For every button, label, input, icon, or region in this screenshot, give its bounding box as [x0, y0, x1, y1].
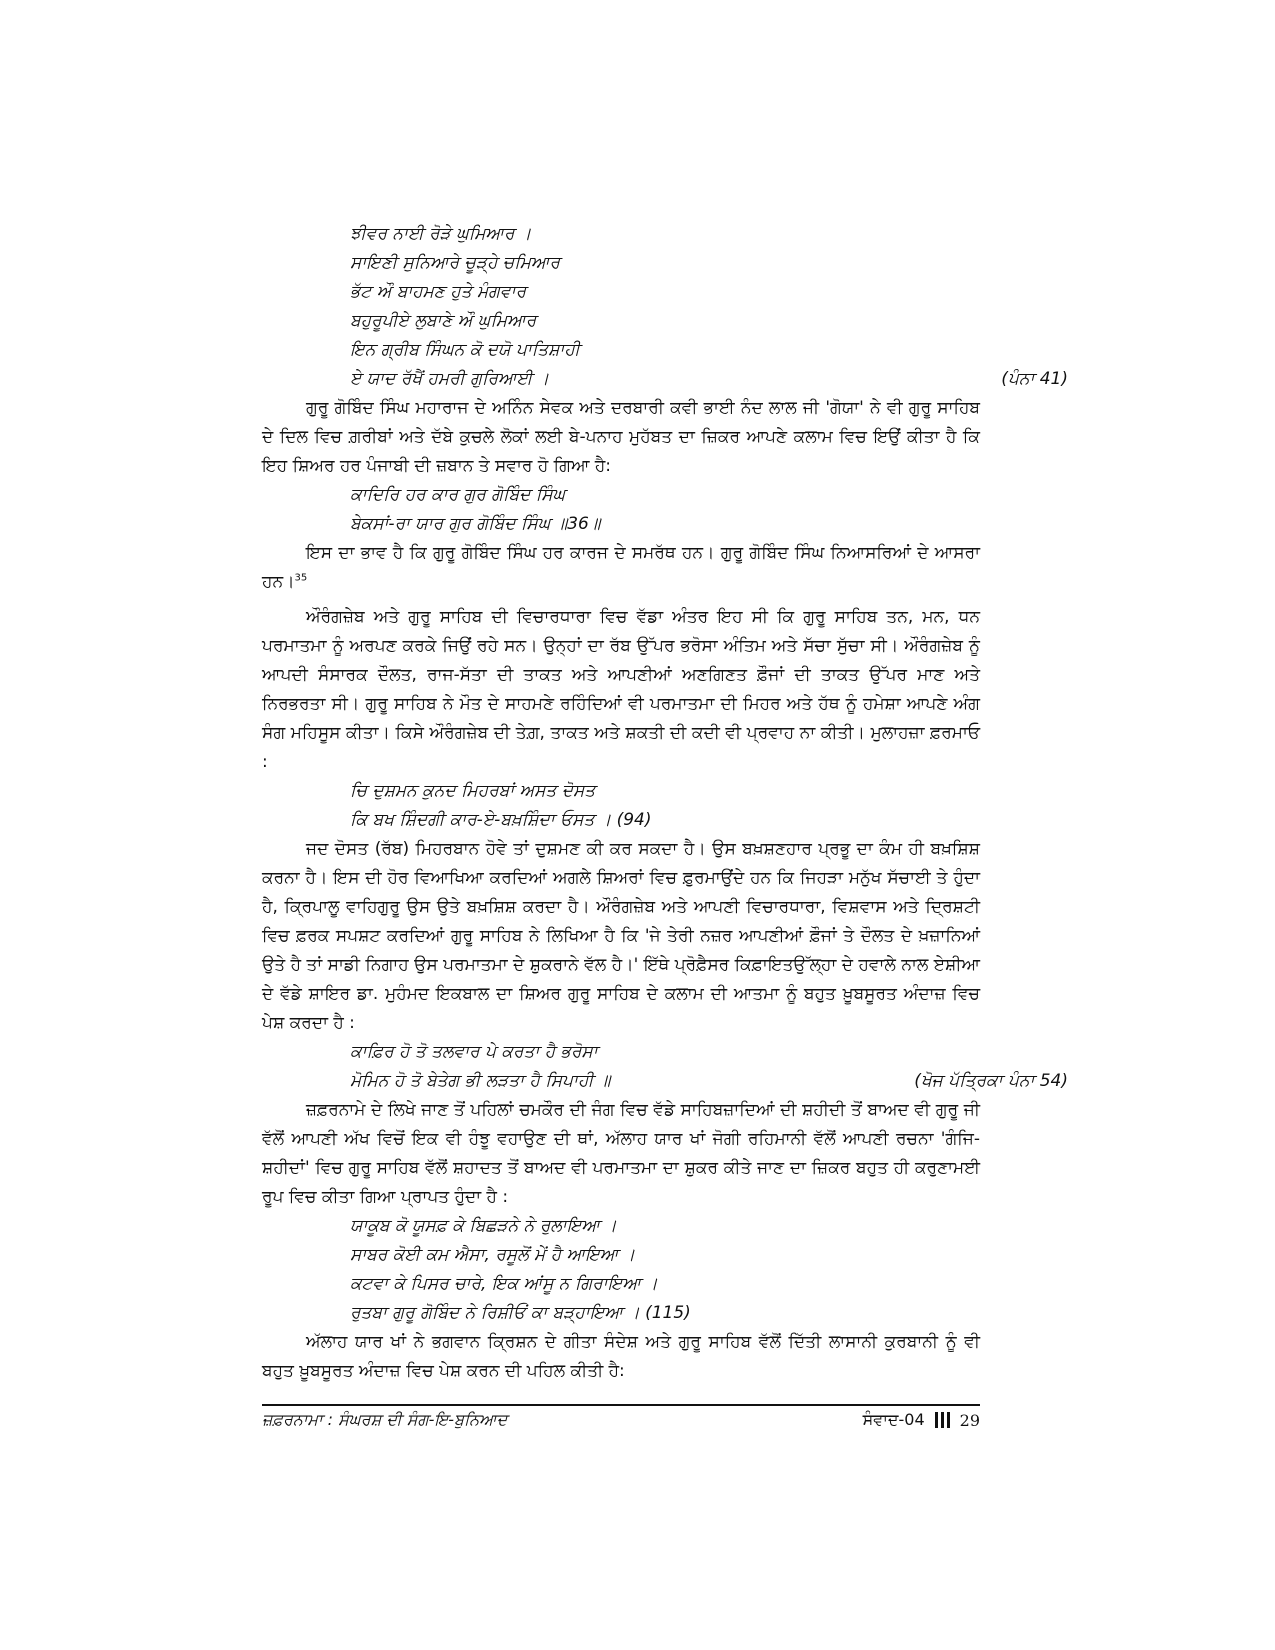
verse-line: ਬੇਕਸਾਂ-ਰਾ ਯਾਰ ਗੁਰ ਗੋਬਿੰਦ ਸਿੰਘ ॥36॥: [350, 514, 601, 534]
verse-block-2: [350, 481, 980, 539]
verse-line-text: ਮੋਮਿਨ ਹੋ ਤੋ ਬੇਤੇਗ ਭੀ ਲੜਤਾ ਹੈ ਸਿਪਾਹੀ ॥: [350, 1071, 611, 1091]
verse-citation: (ਪੰਨਾ 41): [1001, 369, 1068, 389]
verse-line: ਝੀਵਰ ਨਾਈ ਰੋੜੇ ਘੁਮਿਆਰ ।: [350, 224, 532, 244]
verse-citation: (ਖੋਜ ਪੱਤ੍ਰਿਕਾ ਪੰਨਾ 54): [914, 1071, 1068, 1091]
page-body: [262, 220, 1068, 1386]
page-footer: [262, 1410, 980, 1440]
paragraph: ਔਰੰਗਜ਼ੇਬ ਅਤੇ ਗੁਰੂ ਸਾਹਿਬ ਦੀ ਵਿਚਾਰਧਾਰਾ ਵਿਚ ਵੱਡਾ ਅੰਤਰ ਇਹ ਸੀ ਕਿ ਗੁਰੂ ਸਾਹਿਬ ਤਨ, ਮਨ, ਧਨ ਪਰਮਾਤਮਾ ਨੂੰ ਅਰਪਣ ਕਰਕੇ ਜਿਉਂ ਰਹੇ ਸਨ। ਉਨ੍ਹਾਂ ਦਾ ਰੱਬ ਉੱਪਰ ਭਰੋਸਾ ਅੰਤਿਮ ਅਤੇ ਸੱਚਾ ਸੁੱਚਾ ਸੀ। ਔਰੰਗਜ਼ੇਬ ਨੂੰ ਆਪਦੀ ਸੰਸਾਰਕ ਦੌਲਤ, ਰਾਜ-ਸੱਤਾ ਦੀ ਤਾਕਤ ਅਤੇ ਆਪਣੀਆਂ ਅਣਗਿਣਤ ਫ਼ੌਜਾਂ ਦੀ ਤਾਕਤ ਉੱਪਰ ਮਾਣ ਅਤੇ ਨਿਰਭਰਤਾ ਸੀ। ਗੁਰੂ ਸਾਹਿਬ ਨੇ ਮੌਤ ਦੇ ਸਾਹਮਣੇ ਰਹਿੰਦਿਆਂ ਵੀ ਪਰਮਾਤਮਾ ਦੀ ਮਿਹਰ ਅਤੇ ਹੱਥ ਨੂੰ ਹਮੇਸ਼ਾ ਆਪਣੇ ਅੰਗ ਸੰਗ ਮਹਿਸੂਸ ਕੀਤਾ। ਕਿਸੇ ਔਰੰਗਜ਼ੇਬ ਦੀ ਤੇਗ਼, ਤਾਕਤ ਅਤੇ ਸ਼ਕਤੀ ਦੀ ਕਦੀ ਵੀ ਪ੍ਰਵਾਹ ਨਾ ਕੀਤੀ। ਮੁਲਾਹਜ਼ਾ ਫ਼ਰਮਾਓ :: [262, 607, 980, 772]
paragraph-text: ਇਸ ਦਾ ਭਾਵ ਹੈ ਕਿ ਗੁਰੂ ਗੋਬਿੰਦ ਸਿੰਘ ਹਰ ਕਾਰਜ ਦੇ ਸਮਰੱਥ ਹਨ। ਗੁਰੂ ਗੋਬਿੰਦ ਸਿੰਘ ਨਿਆਸਰਿਆਂ ਦੇ ਆਸਰਾ ਹਨ।: [262, 543, 980, 592]
verse-line: ਕਾਫ਼ਿਰ ਹੋ ਤੋ ਤਲਵਾਰ ਪੇ ਕਰਤਾ ਹੈ ਭਰੋਸਾ: [350, 1042, 598, 1062]
paragraph: ਜਦ ਦੋਸਤ (ਰੱਬ) ਮਿਹਰਬਾਨ ਹੋਵੇ ਤਾਂ ਦੁਸ਼ਮਣ ਕੀ ਕਰ ਸਕਦਾ ਹੈ। ਉਸ ਬਖ਼ਸ਼ਣਹਾਰ ਪ੍ਰਭੂ ਦਾ ਕੰਮ ਹੀ ਬਖ਼ਸ਼ਿਸ਼ ਕਰਨਾ ਹੈ। ਇਸ ਦੀ ਹੋਰ ਵਿਆਖਿਆ ਕਰਦਿਆਂ ਅਗਲੇ ਸ਼ਿਅਰਾਂ ਵਿਚ ਫ਼ੁਰਮਾਉਂਦੇ ਹਨ ਕਿ ਜਿਹੜਾ ਮਨੁੱਖ ਸੱਚਾਈ ਤੇ ਹੁੰਦਾ ਹੈ, ਕ੍ਰਿਪਾਲੂ ਵਾਹਿਗੁਰੂ ਉਸ ਉਤੇ ਬਖ਼ਸ਼ਿਸ਼ ਕਰਦਾ ਹੈ। ਔਰੰਗਜ਼ੇਬ ਅਤੇ ਆਪਣੀ ਵਿਚਾਰਧਾਰਾ, ਵਿਸ਼ਵਾਸ ਅਤੇ ਦ੍ਰਿਸ਼ਟੀ ਵਿਚ ਫ਼ਰਕ ਸਪਸ਼ਟ ਕਰਦਿਆਂ ਗੁਰੂ ਸਾਹਿਬ ਨੇ ਲਿਖਿਆ ਹੈ ਕਿ 'ਜੇ ਤੇਰੀ ਨਜ਼ਰ ਆਪਣੀਆਂ ਫ਼ੌਜਾਂ ਤੇ ਦੌਲਤ ਦੇ ਖ਼ਜ਼ਾਨਿਆਂ ਉਤੇ ਹੈ ਤਾਂ ਸਾਡੀ ਨਿਗਾਹ ਉਸ ਪਰਮਾਤਮਾ ਦੇ ਸ਼ੁਕਰਾਨੇ ਵੱਲ ਹੈ।' ਇੱਥੇ ਪ੍ਰੋਫ਼ੈਸਰ ਕਿਫ਼ਾਇਤਉੱਲ੍ਹਾ ਦੇ ਹਵਾਲੇ ਨਾਲ ਏਸ਼ੀਆ ਦੇ ਵੱਡੇ ਸ਼ਾਇਰ ਡਾ. ਮੁਹੰਮਦ ਇਕਬਾਲ ਦਾ ਸ਼ਿਅਰ ਗੁਰੂ ਸਾਹਿਬ ਦੇ ਕਲਾਮ ਦੀ ਆਤਮਾ ਨੂੰ ਬਹੁਤ ਖ਼ੂਬਸੂਰਤ ਅੰਦਾਜ਼ ਵਿਚ ਪੇਸ਼ ਕਰਦਾ ਹੈ :: [262, 839, 980, 1033]
verse-line: ਸਾਇਣੀ ਸੁਨਿਆਰੇ ਚੂੜ੍ਹੇ ਚਮਿਆਰ: [350, 253, 560, 273]
verse-block-3: [350, 777, 980, 835]
verse-line: ਰੁਤਬਾ ਗੁਰੂ ਗੋਬਿੰਦ ਨੇ ਰਿਸ਼ੀਓਂ ਕਾ ਬੜ੍ਹਾਇਆ । (115): [350, 1303, 691, 1323]
verse-block-4: [350, 1038, 1068, 1096]
verse-line: ਸਾਬਰ ਕੋਈ ਕਮ ਐਸਾ, ਰਸੂਲੋਂ ਮੇਂ ਹੈ ਆਇਆ ।: [350, 1245, 636, 1265]
paragraph: ਜ਼ਫ਼ਰਨਾਮੇ ਦੇ ਲਿਖੇ ਜਾਣ ਤੋਂ ਪਹਿਲਾਂ ਚਮਕੌਰ ਦੀ ਜੰਗ ਵਿਚ ਵੱਡੇ ਸਾਹਿਬਜ਼ਾਦਿਆਂ ਦੀ ਸ਼ਹੀਦੀ ਤੋਂ ਬਾਅਦ ਵੀ ਗੁਰੂ ਜੀ ਵੱਲੋਂ ਆਪਣੀ ਅੱਖ ਵਿਚੋਂ ਇਕ ਵੀ ਹੰਝੂ ਵਹਾਉਣ ਦੀ ਥਾਂ, ਅੱਲਾਹ ਯਾਰ ਖਾਂ ਜੋਗੀ ਰਹਿਮਾਨੀ ਵੱਲੋਂ ਆਪਣੀ ਰਚਨਾ 'ਗੰਜਿ-ਸ਼ਹੀਦਾਂ' ਵਿਚ ਗੁਰੂ ਸਾਹਿਬ ਵੱਲੋਂ ਸ਼ਹਾਦਤ ਤੋਂ ਬਾਅਦ ਵੀ ਪਰਮਾਤਮਾ ਦਾ ਸ਼ੁਕਰ ਕੀਤੇ ਜਾਣ ਦਾ ਜ਼ਿਕਰ ਬਹੁਤ ਹੀ ਕਰੁਣਾਮਈ ਰੂਪ ਵਿਚ ਕੀਤਾ ਗਿਆ ਪ੍ਰਾਪਤ ਹੁੰਦਾ ਹੈ :: [262, 1100, 980, 1207]
verse-block-1: [350, 220, 1068, 394]
verse-line-with-citation: [350, 365, 1068, 394]
bars-icon: [935, 1412, 950, 1428]
verse-line: ਚਿ ਦੁਸ਼ਮਨ ਕੁਨਦ ਮਿਹਰਬਾਂ ਅਸਤ ਦੋਸਤ: [350, 781, 596, 801]
paragraph-with-footnote: [262, 539, 980, 597]
verse-line: ਕਾਦਿਰਿ ਹਰ ਕਾਰ ਗੁਰ ਗੋਬਿੰਦ ਸਿੰਘ: [350, 485, 566, 505]
paragraph: ਅੱਲਾਹ ਯਾਰ ਖਾਂ ਨੇ ਭਗਵਾਨ ਕ੍ਰਿਸ਼ਨ ਦੇ ਗੀਤਾ ਸੰਦੇਸ਼ ਅਤੇ ਗੁਰੂ ਸਾਹਿਬ ਵੱਲੋਂ ਦਿੱਤੀ ਲਾਸਾਨੀ ਕੁਰਬਾਨੀ ਨੂੰ ਵੀ ਬਹੁਤ ਖ਼ੂਬਸੂਰਤ ਅੰਦਾਜ਼ ਵਿਚ ਪੇਸ਼ ਕਰਨ ਦੀ ਪਹਿਲ ਕੀਤੀ ਹੈ:: [262, 1332, 980, 1381]
verse-line: ਭੱਟ ਔ ਬਾਹਮਣ ਹੁਤੇ ਮੰਗਵਾਰ: [350, 282, 527, 302]
footnote-marker[interactable]: 35: [294, 572, 308, 584]
footer-issue-label: ਸੰਵਾਦ-04: [862, 1410, 925, 1429]
verse-line: ਯਾਕੂਬ ਕੋ ਯੂਸਫ਼ ਕੇ ਬਿਛੜਨੇ ਨੇ ਰੁਲਾਇਆ ।: [350, 1216, 617, 1236]
verse-line: ਬਹੁਰੂਪੀਏ ਲੁਬਾਣੇ ਔ ਘੁਮਿਆਰ: [350, 311, 537, 331]
paragraph: ਗੁਰੂ ਗੋਬਿੰਦ ਸਿੰਘ ਮਹਾਰਾਜ ਦੇ ਅਨਿੰਨ ਸੇਵਕ ਅਤੇ ਦਰਬਾਰੀ ਕਵੀ ਭਾਈ ਨੰਦ ਲਾਲ ਜੀ 'ਗੋਯਾ' ਨੇ ਵੀ ਗੁਰੂ ਸਾਹਿਬ ਦੇ ਦਿਲ ਵਿਚ ਗ਼ਰੀਬਾਂ ਅਤੇ ਦੱਬੇ ਕੁਚਲੇ ਲੋਕਾਂ ਲਈ ਬੇ-ਪਨਾਹ ਮੁਹੱਬਤ ਦਾ ਜ਼ਿਕਰ ਆਪਣੇ ਕਲਾਮ ਵਿਚ ਇਉਂ ਕੀਤਾ ਹੈ ਕਿ ਇਹ ਸ਼ਿਅਰ ਹਰ ਪੰਜਾਬੀ ਦੀ ਜ਼ਬਾਨ ਤੇ ਸਵਾਰ ਹੋ ਗਿਆ ਹੈ:: [262, 398, 980, 476]
verse-line: ਕਿ ਬਖ ਸ਼ਿੰਦਗੀ ਕਾਰ-ਏ-ਬਖ਼ਸ਼ਿੰਦਾ ਓਸਤ । (94): [350, 810, 652, 830]
footer-book-title: ਜ਼ਫ਼ਰਨਾਮਾ : ਸੰਘਰਸ਼ ਦੀ ਸੰਗ-ਇ-ਬੁਨਿਆਦ: [262, 1410, 508, 1429]
footer-divider: [262, 1404, 980, 1406]
verse-line: ਕਟਵਾ ਕੇ ਪਿਸਰ ਚਾਰੇ, ਇਕ ਆਂਸੂ ਨ ਗਿਰਾਇਆ ।: [350, 1274, 658, 1294]
verse-line: ਇਨ ਗ੍ਰੀਬ ਸਿੰਘਨ ਕੋ ਦਯੋ ਪਾਤਿਸ਼ਾਹੀ: [350, 340, 580, 360]
verse-line-with-citation: [350, 1067, 1068, 1096]
verse-line-text: ਏ ਯਾਦ ਰੱਖੈਂ ਹਮਰੀ ਗੁਰਿਆਈ ।: [350, 369, 550, 389]
page-number: 29: [959, 1410, 980, 1430]
footer-right-group: [863, 1410, 980, 1430]
verse-block-5: [350, 1212, 980, 1328]
